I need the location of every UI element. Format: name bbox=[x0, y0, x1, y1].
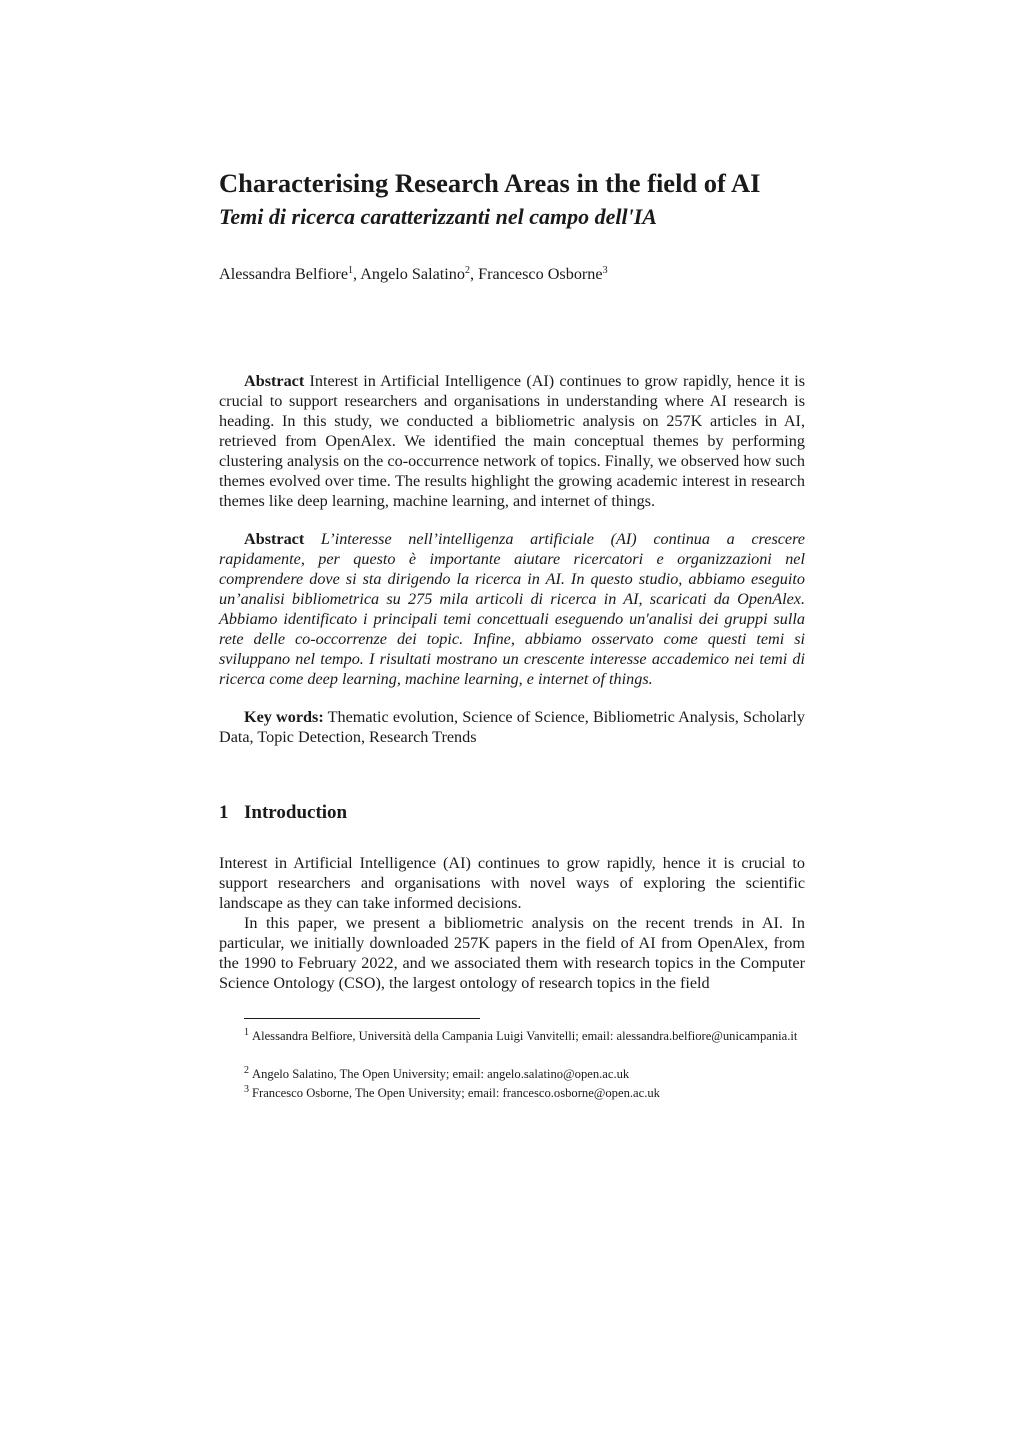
abstract-english bbox=[219, 371, 805, 511]
footnote-number: 2 bbox=[244, 1065, 249, 1076]
footnote-text: Alessandra Belfiore, Università della Campania Luigi Vanvitelli; email: alessandra.belfiore@unicampania.it bbox=[252, 1029, 798, 1043]
intro-paragraph: Interest in Artificial Intelligence (AI) continues to grow rapidly, hence it is crucial to support researchers and organisations with novel ways of exploring the scientific landscape as they can take informed decisions. bbox=[219, 854, 805, 912]
author-name: Francesco Osborne bbox=[478, 265, 603, 283]
author-list bbox=[219, 263, 608, 285]
author-affiliation-mark: 1 bbox=[348, 265, 354, 276]
footnote bbox=[219, 1065, 805, 1084]
footnote-number: 3 bbox=[244, 1084, 249, 1095]
footnote-text: Francesco Osborne, The Open University; email: francesco.osborne@open.ac.uk bbox=[252, 1086, 660, 1100]
section-title: Introduction bbox=[244, 802, 348, 823]
paper-title: Characterising Research Areas in the field of AI bbox=[219, 168, 761, 198]
author-separator: , bbox=[353, 265, 361, 283]
footnote bbox=[219, 1027, 805, 1046]
footnote bbox=[219, 1084, 805, 1103]
keywords-label: Key words: bbox=[244, 708, 324, 726]
section-number: 1 bbox=[219, 802, 229, 823]
abstract-italian bbox=[219, 529, 805, 689]
abstract-label: Abstract bbox=[244, 372, 305, 390]
footnote-number: 1 bbox=[244, 1027, 249, 1038]
author-separator: , bbox=[469, 265, 479, 283]
footnote-text: Angelo Salatino, The Open University; email: angelo.salatino@open.ac.uk bbox=[252, 1067, 630, 1081]
abstract-text: L’interesse nell’intelligenza artificiale (AI) continua a crescere rapidamente, per questo è importante aiutare ricercatori e organizzazioni nel comprendere dove si sta dirigendo la ricerca in AI. In questo studio, abbiamo eseguito un’analisi bibliometrica su 275 mila articoli di ricerca in AI, scaricati da OpenAlex. Abbiamo identificato i principali temi concettuali eseguendo un'analisi dei gruppi sulla rete delle co-occorrenze dei topic. Infine, abbiamo osservato come questi temi si sviluppano nel tempo. I risultati mostrano un crescente interesse accademico nei temi di ricerca come deep learning, machine learning, e internet of things. bbox=[219, 530, 805, 688]
author-affiliation-mark: 3 bbox=[602, 265, 608, 276]
abstract-text: Interest in Artificial Intelligence (AI) continues to grow rapidly, hence it is crucial to support researchers and organisations in understanding where AI research is heading. In this study, we conducted a bibliometric analysis on 257K articles in AI, retrieved from OpenAlex. We identified the main conceptual themes by performing clustering analysis on the co-occurrence network of topics. Finally, we observed how such themes evolved over time. The results highlight the growing academic interest in research themes like deep learning, machine learning, and internet of things. bbox=[219, 372, 806, 510]
keywords-text: Thematic evolution, Science of Science, Bibliometric Analysis, Scholarly Data, Topic Detection, Research Trends bbox=[219, 708, 806, 746]
footnote-divider bbox=[244, 1018, 480, 1019]
author-affiliation-mark: 2 bbox=[464, 265, 470, 276]
author-name: Angelo Salatino bbox=[360, 265, 465, 283]
keywords bbox=[219, 707, 805, 747]
abstract-label: Abstract bbox=[244, 530, 305, 548]
intro-paragraph: In this paper, we present a bibliometric analysis on the recent trends in AI. In particular, we initially downloaded 257K papers in the field of AI from OpenAlex, from the 1990 to February 2022, and we associated them with research topics in the Computer Science Ontology (CSO), the largest ontology of research topics in the field bbox=[219, 914, 805, 992]
section-heading bbox=[219, 801, 347, 825]
paper-subtitle: Temi di ricerca caratterizzanti nel campo dell'IA bbox=[219, 204, 657, 229]
author-name: Alessandra Belfiore bbox=[219, 265, 349, 283]
